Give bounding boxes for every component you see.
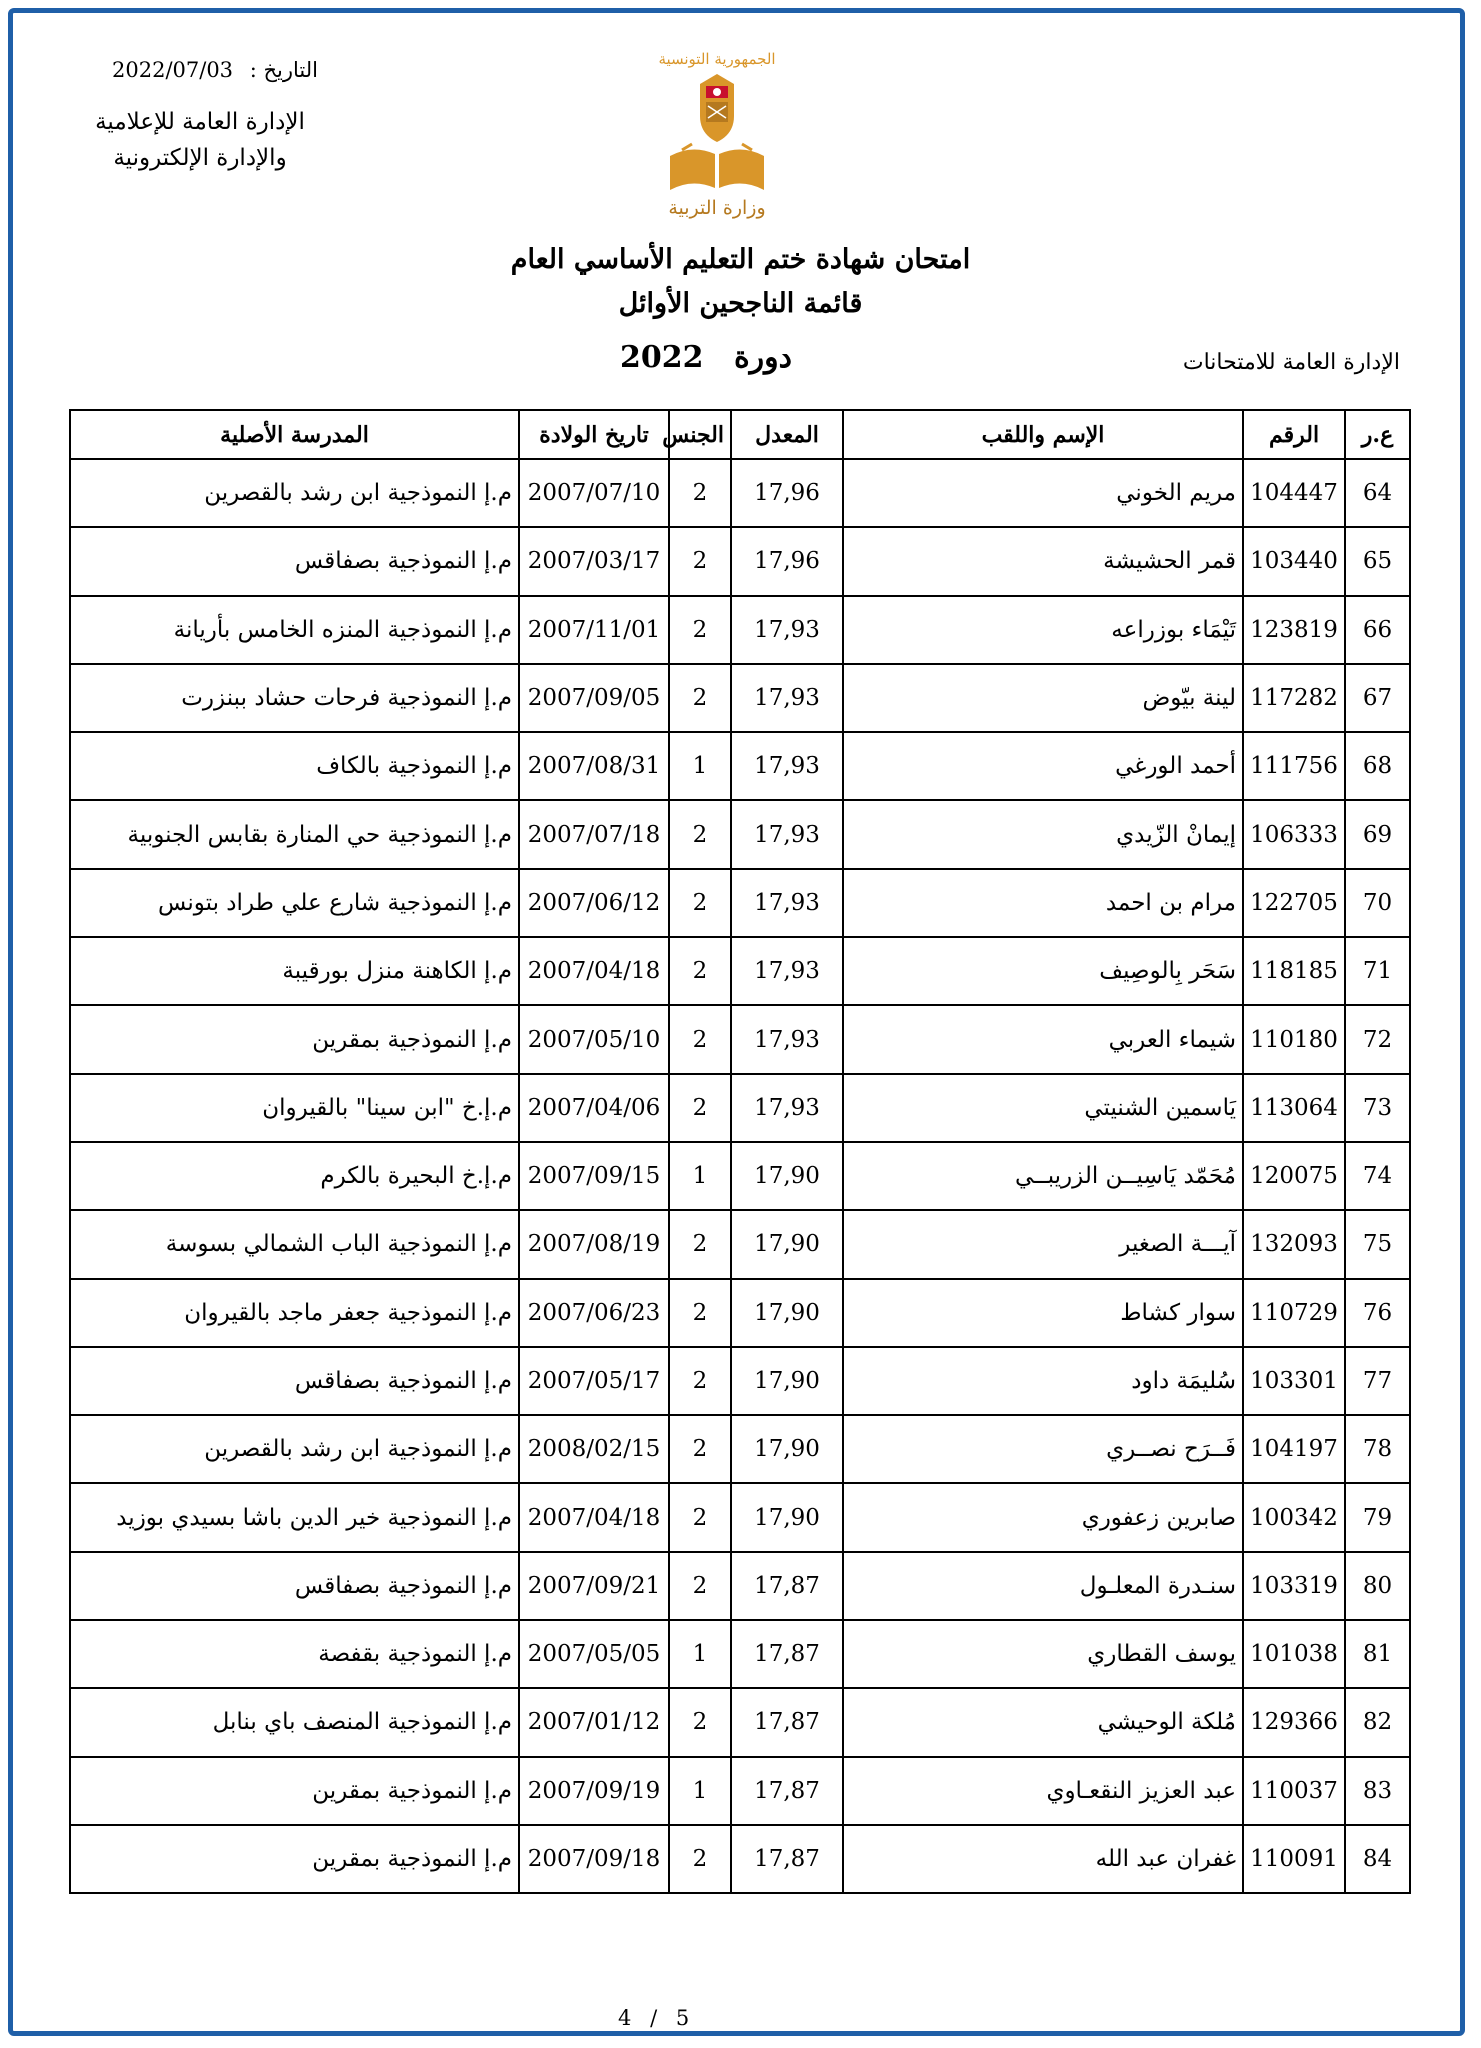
cell-school: م.إ الكاهنة منزل بورقيبة [70, 937, 519, 1005]
cell-birth-date: 2007/08/19 [519, 1210, 669, 1278]
table-row [70, 732, 1410, 800]
cell-birth-date: 2007/09/18 [519, 1825, 669, 1893]
cell-name: سنـدرة المعلـول [843, 1552, 1243, 1620]
page-separator: / [650, 2006, 658, 2030]
cell-school: م.إ النموذجية بقفصة [70, 1620, 519, 1688]
cell-birth-date: 2007/09/15 [519, 1142, 669, 1210]
session-year: 2022 [620, 340, 704, 375]
table-row [70, 1142, 1410, 1210]
cell-gender: 2 [669, 1415, 731, 1483]
table-row [70, 1688, 1410, 1756]
cell-serial: 82 [1345, 1688, 1410, 1756]
cell-name: صابرين زعفوري [843, 1483, 1243, 1551]
cell-name: عبد العزيز النقعـاوي [843, 1757, 1243, 1825]
cell-serial: 76 [1345, 1279, 1410, 1347]
cell-name: تَيْمَاء بوزراعه [843, 596, 1243, 664]
table-row [70, 1210, 1410, 1278]
table-row [70, 527, 1410, 595]
cell-name: لينة بيّوض [843, 664, 1243, 732]
column-header-id: الرقم [1243, 410, 1345, 459]
cell-id: 122705 [1243, 869, 1345, 937]
table-row [70, 1552, 1410, 1620]
cell-serial: 67 [1345, 664, 1410, 732]
column-header-birth-date: تاريخ الولادة [519, 410, 669, 459]
cell-birth-date: 2007/09/21 [519, 1552, 669, 1620]
cell-average: 17,87 [731, 1552, 843, 1620]
cell-gender: 2 [669, 527, 731, 595]
cell-gender: 1 [669, 732, 731, 800]
cell-name: مُحَمّد يَاسِيــن الزريبــي [843, 1142, 1243, 1210]
cell-gender: 2 [669, 1210, 731, 1278]
cell-gender: 2 [669, 1074, 731, 1142]
logo-bottom-text: وزارة التربية [668, 197, 766, 219]
cell-average: 17,87 [731, 1688, 843, 1756]
cell-average: 17,87 [731, 1620, 843, 1688]
ministry-logo [652, 48, 782, 223]
cell-name: إيمانْ الزّيدي [843, 800, 1243, 868]
cell-id: 123819 [1243, 596, 1345, 664]
cell-serial: 75 [1345, 1210, 1410, 1278]
results-body [70, 459, 1410, 1893]
cell-id: 110037 [1243, 1757, 1345, 1825]
cell-id: 129366 [1243, 1688, 1345, 1756]
issuing-department-line-2: والإدارة الإلكترونية [113, 145, 287, 171]
logo-top-text: الجمهورية التونسية [658, 50, 776, 68]
cell-id: 132093 [1243, 1210, 1345, 1278]
cell-average: 17,90 [731, 1279, 843, 1347]
cell-average: 17,93 [731, 732, 843, 800]
page-number [612, 2006, 695, 2030]
cell-name: آيـــة الصغير [843, 1210, 1243, 1278]
cell-school: م.إ النموذجية بمقرين [70, 1757, 519, 1825]
cell-name: قمر الحشيشة [843, 527, 1243, 595]
cell-id: 111756 [1243, 732, 1345, 800]
cell-school: م.إ النموذجية خير الدين باشا بسيدي بوزيد [70, 1483, 519, 1551]
exams-department: الإدارة العامة للامتحانات [1182, 350, 1400, 375]
table-row [70, 800, 1410, 868]
cell-serial: 83 [1345, 1757, 1410, 1825]
cell-serial: 78 [1345, 1415, 1410, 1483]
cell-gender: 2 [669, 1483, 731, 1551]
cell-school: م.إ النموذجية بمقرين [70, 1005, 519, 1073]
cell-average: 17,87 [731, 1757, 843, 1825]
cell-average: 17,90 [731, 1347, 843, 1415]
column-header-school: المدرسة الأصلية [70, 410, 519, 459]
cell-serial: 77 [1345, 1347, 1410, 1415]
cell-serial: 73 [1345, 1074, 1410, 1142]
cell-name: يَاسمين الشنيتي [843, 1074, 1243, 1142]
cell-serial: 68 [1345, 732, 1410, 800]
cell-gender: 2 [669, 1552, 731, 1620]
table-row [70, 1825, 1410, 1893]
column-header-serial: ع.ر [1345, 410, 1410, 459]
cell-average: 17,93 [731, 800, 843, 868]
cell-school: م.إ النموذجية بصفاقس [70, 1347, 519, 1415]
cell-birth-date: 2007/07/18 [519, 800, 669, 868]
table-header-row [70, 410, 1410, 459]
cell-serial: 79 [1345, 1483, 1410, 1551]
cell-average: 17,96 [731, 459, 843, 527]
table-row [70, 1074, 1410, 1142]
cell-birth-date: 2007/09/19 [519, 1757, 669, 1825]
date-label: التاريخ : [249, 58, 318, 82]
cell-average: 17,93 [731, 937, 843, 1005]
cell-id: 110180 [1243, 1005, 1345, 1073]
table-row [70, 937, 1410, 1005]
date-value: 2022/07/03 [112, 58, 234, 82]
cell-gender: 2 [669, 1825, 731, 1893]
cell-gender: 2 [669, 1688, 731, 1756]
cell-birth-date: 2007/01/12 [519, 1688, 669, 1756]
issuing-department-line-1: الإدارة العامة للإعلامية [95, 109, 305, 135]
cell-name: مريم الخوني [843, 459, 1243, 527]
cell-average: 17,93 [731, 869, 843, 937]
table-row [70, 1415, 1410, 1483]
cell-name: فَــرَح نصــري [843, 1415, 1243, 1483]
cell-gender: 2 [669, 596, 731, 664]
cell-birth-date: 2007/04/06 [519, 1074, 669, 1142]
table-row [70, 1347, 1410, 1415]
cell-average: 17,93 [731, 1005, 843, 1073]
cell-name: سُليمَة داود [843, 1347, 1243, 1415]
cell-birth-date: 2007/05/10 [519, 1005, 669, 1073]
page-current: 4 [618, 2006, 632, 2030]
cell-id: 103301 [1243, 1347, 1345, 1415]
cell-id: 103319 [1243, 1552, 1345, 1620]
page-total: 5 [675, 2006, 690, 2030]
cell-id: 104197 [1243, 1415, 1345, 1483]
cell-name: يوسف القطاري [843, 1620, 1243, 1688]
column-header-name: الإسم واللقب [843, 410, 1243, 459]
table-row [70, 1279, 1410, 1347]
cell-school: م.إ.خ البحيرة بالكرم [70, 1142, 519, 1210]
cell-name: سَحَر بِالوصِيف [843, 937, 1243, 1005]
column-header-gender: الجنس [669, 410, 731, 459]
cell-gender: 1 [669, 1620, 731, 1688]
cell-school: م.إ النموذجية حي المنارة بقابس الجنوبية [70, 800, 519, 868]
cell-gender: 2 [669, 800, 731, 868]
cell-school: م.إ.خ "ابن سينا" بالقيروان [70, 1074, 519, 1142]
cell-id: 104447 [1243, 459, 1345, 527]
cell-average: 17,93 [731, 1074, 843, 1142]
cell-birth-date: 2008/02/15 [519, 1415, 669, 1483]
cell-birth-date: 2007/04/18 [519, 1483, 669, 1551]
cell-average: 17,90 [731, 1142, 843, 1210]
cell-gender: 1 [669, 1142, 731, 1210]
cell-id: 117282 [1243, 664, 1345, 732]
cell-serial: 65 [1345, 527, 1410, 595]
cell-serial: 74 [1345, 1142, 1410, 1210]
cell-gender: 2 [669, 1005, 731, 1073]
cell-school: م.إ النموذجية ابن رشد بالقصرين [70, 1415, 519, 1483]
cell-birth-date: 2007/03/17 [519, 527, 669, 595]
cell-serial: 66 [1345, 596, 1410, 664]
table-row [70, 1620, 1410, 1688]
cell-school: م.إ النموذجية بصفاقس [70, 1552, 519, 1620]
cell-birth-date: 2007/09/05 [519, 664, 669, 732]
cell-school: م.إ النموذجية فرحات حشاد ببنزرت [70, 664, 519, 732]
results-table [69, 409, 1411, 1894]
cell-gender: 2 [669, 937, 731, 1005]
cell-gender: 2 [669, 1347, 731, 1415]
cell-average: 17,87 [731, 1825, 843, 1893]
cell-gender: 2 [669, 869, 731, 937]
cell-gender: 1 [669, 1757, 731, 1825]
cell-gender: 2 [669, 1279, 731, 1347]
cell-name: شيماء العربي [843, 1005, 1243, 1073]
cell-name: سوار كشاط [843, 1279, 1243, 1347]
cell-serial: 84 [1345, 1825, 1410, 1893]
cell-birth-date: 2007/06/23 [519, 1279, 669, 1347]
cell-name: أحمد الورغي [843, 732, 1243, 800]
cell-average: 17,90 [731, 1483, 843, 1551]
cell-birth-date: 2007/05/05 [519, 1620, 669, 1688]
cell-gender: 2 [669, 664, 731, 732]
cell-name: غفران عبد الله [843, 1825, 1243, 1893]
cell-average: 17,93 [731, 664, 843, 732]
cell-serial: 64 [1345, 459, 1410, 527]
cell-average: 17,90 [731, 1415, 843, 1483]
cell-school: م.إ النموذجية بصفاقس [70, 527, 519, 595]
cell-birth-date: 2007/04/18 [519, 937, 669, 1005]
cell-birth-date: 2007/08/31 [519, 732, 669, 800]
document-date [112, 58, 318, 82]
list-title: قائمة الناجحين الأوائل [618, 288, 863, 319]
table-row [70, 1005, 1410, 1073]
cell-school: م.إ النموذجية المنصف باي بنابل [70, 1688, 519, 1756]
cell-school: م.إ النموذجية جعفر ماجد بالقيروان [70, 1279, 519, 1347]
cell-id: 113064 [1243, 1074, 1345, 1142]
cell-id: 101038 [1243, 1620, 1345, 1688]
cell-name: مرام بن احمد [843, 869, 1243, 937]
cell-school: م.إ النموذجية بمقرين [70, 1825, 519, 1893]
cell-serial: 72 [1345, 1005, 1410, 1073]
table-row [70, 869, 1410, 937]
cell-birth-date: 2007/05/17 [519, 1347, 669, 1415]
table-row [70, 1483, 1410, 1551]
cell-average: 17,90 [731, 1210, 843, 1278]
cell-serial: 69 [1345, 800, 1410, 868]
cell-birth-date: 2007/06/12 [519, 869, 669, 937]
cell-school: م.إ النموذجية ابن رشد بالقصرين [70, 459, 519, 527]
table-row [70, 664, 1410, 732]
cell-average: 17,93 [731, 596, 843, 664]
cell-id: 106333 [1243, 800, 1345, 868]
cell-birth-date: 2007/11/01 [519, 596, 669, 664]
cell-school: م.إ النموذجية المنزه الخامس بأريانة [70, 596, 519, 664]
exam-title: امتحان شهادة ختم التعليم الأساسي العام [510, 244, 971, 275]
column-header-average: المعدل [731, 410, 843, 459]
table-row [70, 459, 1410, 527]
cell-id: 110091 [1243, 1825, 1345, 1893]
cell-id: 103440 [1243, 527, 1345, 595]
cell-school: م.إ النموذجية شارع علي طراد بتونس [70, 869, 519, 937]
cell-serial: 80 [1345, 1552, 1410, 1620]
session-label: دورة [733, 340, 793, 375]
cell-name: مُلكة الوحيشي [843, 1688, 1243, 1756]
cell-serial: 71 [1345, 937, 1410, 1005]
cell-id: 110729 [1243, 1279, 1345, 1347]
cell-id: 118185 [1243, 937, 1345, 1005]
cell-average: 17,96 [731, 527, 843, 595]
table-row [70, 1757, 1410, 1825]
cell-school: م.إ النموذجية الباب الشمالي بسوسة [70, 1210, 519, 1278]
issuing-department [80, 104, 320, 176]
cell-serial: 81 [1345, 1620, 1410, 1688]
cell-id: 100342 [1243, 1483, 1345, 1551]
table-row [70, 596, 1410, 664]
cell-birth-date: 2007/07/10 [519, 459, 669, 527]
cell-gender: 2 [669, 459, 731, 527]
exam-session [620, 340, 792, 375]
cell-id: 120075 [1243, 1142, 1345, 1210]
cell-serial: 70 [1345, 869, 1410, 937]
cell-school: م.إ النموذجية بالكاف [70, 732, 519, 800]
